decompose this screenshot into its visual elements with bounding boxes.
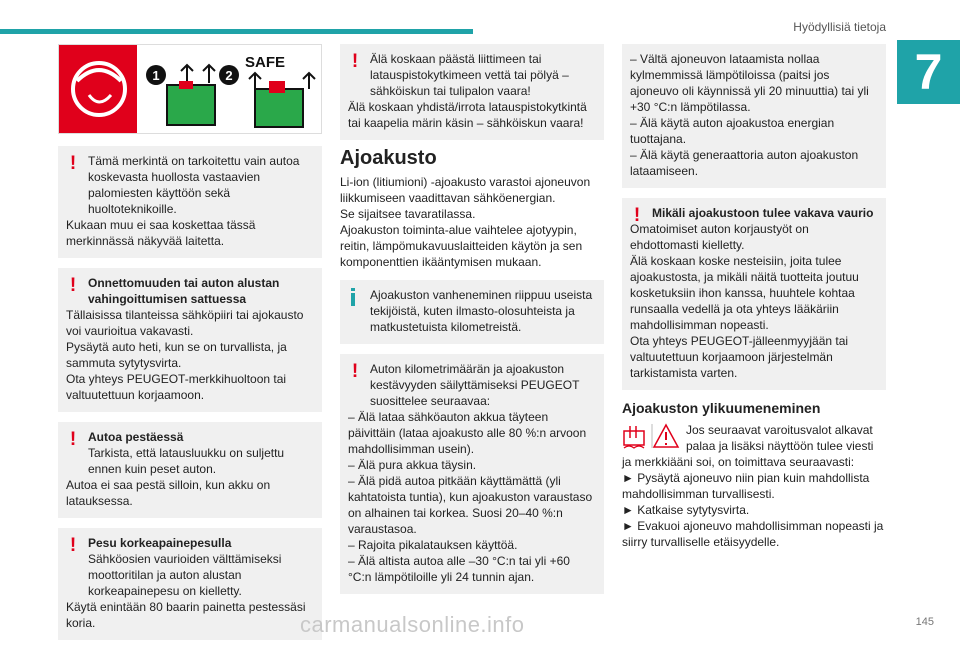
column-3 xyxy=(622,44,886,550)
tip-text: – Vältä ajoneuvon lataamista nollaa kylmemmissä lämpötiloissa (paitsi jos ajoneuvo oli käynnissä yli 20 minuuttia) tai yli +30 °C:n lämpötilassa. xyxy=(630,52,869,114)
subsection-heading: Ajoakuston ylikuumeneminen xyxy=(622,400,821,416)
warning-box-authorized-personnel xyxy=(58,146,322,258)
step-item: ► Evakuoi ajoneuvo mahdollisimman nopeasti ja siirry turvalliselle etäisyydelle. xyxy=(622,519,884,549)
warning-icon: ! xyxy=(69,153,77,174)
warning-title: Pesu korkeapainepesulla xyxy=(88,536,232,550)
warning-text: Tarkista, että latausluukku on suljettu ennen kuin peset auton. xyxy=(88,446,285,476)
warning-box-water xyxy=(340,44,604,140)
warning-icon: ! xyxy=(351,361,359,382)
warning-icon: ! xyxy=(351,51,359,72)
warning-text: – Rajoita pikalatauksen käyttöä. xyxy=(348,538,518,552)
warning-text: – Älä altista autoa alle –30 °C:n tai yli +60 °C:n lämpötiloille yli 24 tunnin ajan. xyxy=(348,554,570,584)
warning-box-high-pressure xyxy=(58,528,322,640)
safety-figure xyxy=(58,44,322,134)
warning-box-damage xyxy=(622,198,886,390)
step-2-label: 2 xyxy=(225,68,233,83)
column-2 xyxy=(340,44,604,604)
watermark: carmanualsonline.info xyxy=(300,612,525,637)
warning-text: Pysäytä auto heti, kun se on turvallista, ja sammuta sytytysvirta. xyxy=(66,340,287,370)
step-item: ► Pysäytä ajoneuvo niin pian kuin mahdollista mahdollisimman turvallisesti. xyxy=(622,471,870,501)
warning-icon: ! xyxy=(69,275,77,296)
overheat-body xyxy=(622,422,886,550)
arrow-up-icon xyxy=(181,65,193,83)
connector-icon xyxy=(167,85,215,125)
warning-text: – Älä lataa sähköauton akkua täyteen päivittäin (lataa ajoakusto alle 80 %:n arvoon mahdollisimman usein). xyxy=(348,410,587,456)
safe-label: SAFE xyxy=(245,54,286,71)
warning-text: Tällaisissa tilanteissa sähköpiiri tai ajokausto voi vaurioitua vakavasti. xyxy=(66,308,304,338)
column-1 xyxy=(58,44,322,650)
header-title: Hyödyllisiä tietoja xyxy=(793,20,886,34)
warning-text: – Älä pidä autoa pitkään käyttämättä (yli kahtatoista tuntia), kun ajoakuston varaustaso on alhainen tai korkea. Suosi 20–40 %:n varaustasoa. xyxy=(348,474,593,536)
warning-text: Sähköosien vaurioiden välttämiseksi moottoritilan ja auton alustan korkeapainepesu on kielletty. xyxy=(88,552,282,598)
paragraph: Se sijaitsee tavaratilassa. xyxy=(340,207,476,221)
warning-text: Kukaan muu ei saa koskettaa tässä merkinnässä näkyvää laitetta. xyxy=(66,218,256,248)
step-1-label: 1 xyxy=(152,68,160,83)
warning-text: Autoa ei saa pestä silloin, kun akku on latauksessa. xyxy=(66,478,271,508)
paragraph: Jos seuraavat varoitusvalot alkavat palaa ja lisäksi näyttöön tulee viesti ja merkkiääni soi, on toimittava seuraavasti: xyxy=(622,423,874,469)
warning-text: Älä koskaan päästä liittimeen tai latauspistokytkimeen vettä tai pölyä – sähköiskun tai tulipalon vaara! xyxy=(370,52,569,98)
firefighter-safe-plug-illustration xyxy=(59,45,321,133)
tips-box xyxy=(622,44,886,188)
step-item: ► Katkaise sytytysvirta. xyxy=(622,503,750,517)
warning-text: Käytä enintään 80 baarin painetta pestessäsi koria. xyxy=(66,600,306,630)
battery-temperature-icon xyxy=(622,422,680,450)
warning-title: Onnettomuuden tai auton alustan vahingoittumisen sattuessa xyxy=(88,276,280,306)
info-text: Ajoakuston vanheneminen riippuu useista tekijöistä, kuten ilmasto-olosuhteista ja matkustetuista kilometreistä. xyxy=(370,288,593,334)
warning-text: Älä koskaan koske nesteisiin, joita tulee ajoakustosta, ja mikäli näitä tuotteita joutuu kosketuksiin ihon kanssa, huuhtele kohtaa runsaalla vedellä ja ota yhteys lääkäriin mahdollisimman nopeasti. xyxy=(630,254,859,332)
warning-text: Auton kilometrimäärän ja ajoakuston kestävyyden säilyttämiseksi PEUGEOT suosittelee seuraavaa: xyxy=(370,362,580,408)
info-icon xyxy=(348,288,358,306)
section-body xyxy=(340,174,604,270)
warning-text: Älä koskaan yhdistä/irrota latauspistokytkintä tai kaapelia märin käsin – sähköiskun vaara! xyxy=(348,100,587,130)
warning-text: Ota yhteys PEUGEOT-merkkihuoltoon tai valtuutettuun korjaamoon. xyxy=(66,372,287,402)
warning-text: Omatoimiset auton korjaustyöt on ehdottomasti kielletty. xyxy=(630,222,809,252)
header-accent-bar xyxy=(0,29,473,34)
warning-lamps xyxy=(622,422,680,450)
info-box-aging xyxy=(340,280,604,344)
warning-text: Tämä merkintä on tarkoitettu vain autoa koskevasta huollosta vastaavien palomiesten käyttöön sekä huoltoteknikoille. xyxy=(88,154,300,216)
section-heading: Ajoakusto xyxy=(340,147,437,169)
warning-box-battery-care xyxy=(340,354,604,594)
warning-box-washing xyxy=(58,422,322,518)
chapter-number: 7 xyxy=(897,40,960,104)
warning-title: Mikäli ajoakustoon tulee vakava vaurio xyxy=(652,206,874,220)
warning-box-accident xyxy=(58,268,322,412)
paragraph: Li-ion (litiumioni) -ajoakusto varastoi ajoneuvon liikkumiseen vaadittavan sähköenergian. xyxy=(340,175,591,205)
warning-text: Ota yhteys PEUGEOT-jälleenmyyjään tai valtuutettuun korjaamoon järjestelmän tarkistamista varten. xyxy=(630,334,849,380)
page-number: 145 xyxy=(915,616,934,628)
warning-icon: ! xyxy=(69,535,77,556)
tip-text: – Älä käytä auton ajoakustoa energian tuottajana. xyxy=(630,116,835,146)
connector-safe-icon xyxy=(255,89,303,127)
warning-icon: ! xyxy=(69,429,77,450)
warning-title: Autoa pestäessä xyxy=(88,430,184,444)
warning-icon: ! xyxy=(633,205,641,226)
warning-text: – Älä pura akkua täysin. xyxy=(348,458,477,472)
paragraph: Ajoakuston toiminta-alue vaihtelee ajotyypin, reitin, lämpömukavuuslaitteiden käytön ja sen komponenttien ikääntymisen mukaan. xyxy=(340,223,583,269)
tip-text: – Älä käytä generaattoria auton ajoakuston lataamiseen. xyxy=(630,148,859,178)
